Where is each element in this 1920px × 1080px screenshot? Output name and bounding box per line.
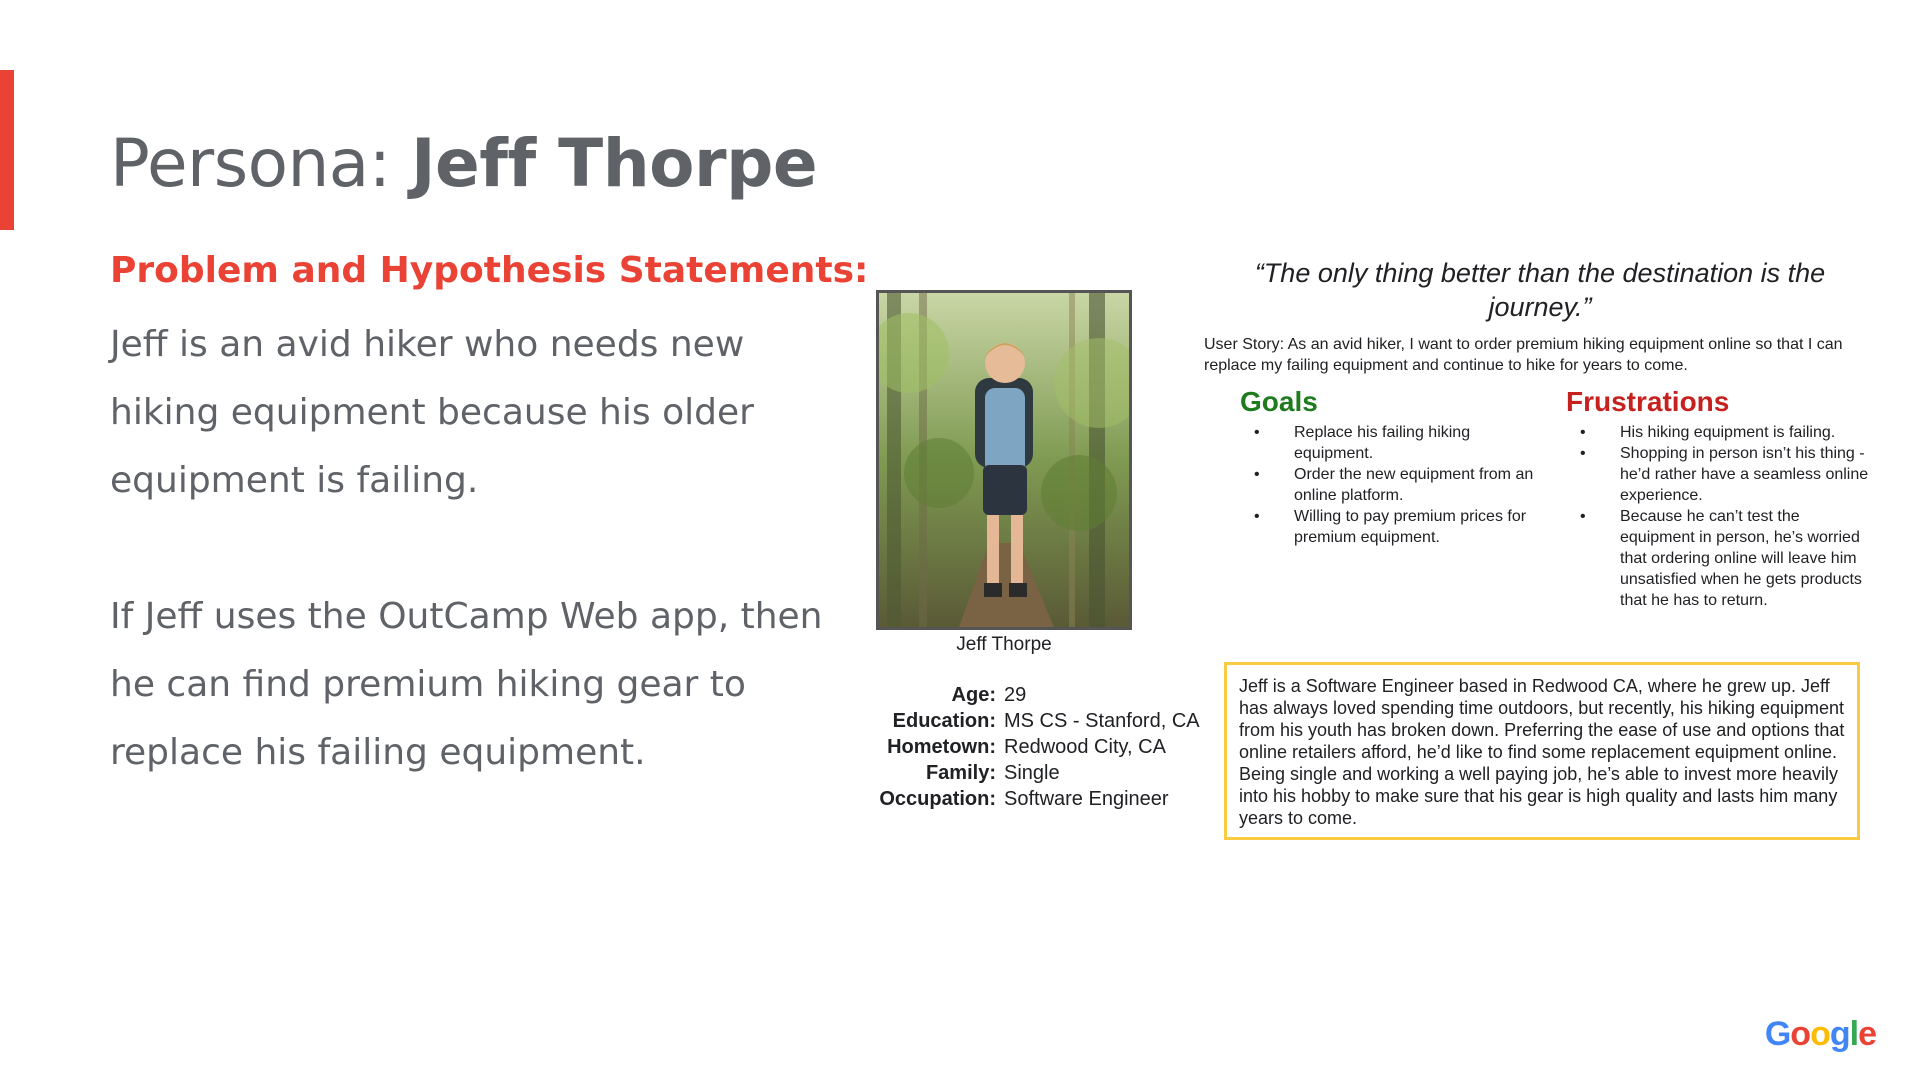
detail-row-occupation [860,788,1200,814]
hypothesis-statement: If Jeff uses the OutCamp Web app, then he can find premium hiking gear to replace his failing equipment. [110,596,823,773]
detail-row-hometown [860,736,1200,762]
detail-label: Occupation: [879,788,996,810]
logo-letter: l [1849,1015,1859,1053]
goal-item: • Willing to pay premium prices for premium equipment. [1240,506,1544,548]
frustration-item: • Shopping in person isn’t his thing - he’d rather have a seamless online experience. [1566,443,1870,506]
frustrations-list [1566,422,1869,611]
goals-section [1240,384,1540,548]
frustrations-heading: Frustrations [1566,386,1730,417]
detail-label: Education: [892,710,996,732]
google-logo [1765,1015,1876,1054]
persona-photo [876,290,1132,630]
logo-letter: o [1790,1015,1811,1053]
persona-quote: “The only thing better than the destination is the journey.” [1254,258,1826,322]
accent-bar [0,70,14,230]
statements-heading: Problem and Hypothesis Statements: [110,250,869,291]
detail-value: 29 [1004,684,1027,706]
frustrations-section [1566,384,1869,611]
detail-label: Age: [951,684,996,706]
detail-value: Software Engineer [1004,788,1169,810]
detail-row-family [860,762,1200,788]
frustration-item: • Because he can’t test the equipment in person, he’s worried that ordering online will leave him unsatisfied when he gets products that he has to return. [1566,506,1870,611]
goals-heading: Goals [1240,386,1318,417]
logo-letter: e [1858,1015,1876,1053]
detail-row-age [860,684,1200,710]
page-title [110,125,817,202]
detail-label: Hometown: [887,736,996,758]
logo-letter: g [1829,1015,1850,1053]
statements-section [110,245,869,787]
photo-caption: Jeff Thorpe [956,634,1052,655]
title-prefix: Persona: [110,125,391,202]
goal-item: • Replace his failing hiking equipment. [1240,422,1544,464]
persona-details [860,684,1200,814]
detail-value: MS CS - Stanford, CA [1004,710,1200,732]
detail-row-education [860,710,1200,736]
user-story: User Story: As an avid hiker, I want to order premium hiking equipment online so that I can replace my failing equipment and continue to hike for years to come. [1204,336,1843,374]
problem-statement: Jeff is an avid hiker who needs new hiking equipment because his older equipment is failing. [110,324,754,501]
logo-letter: o [1810,1015,1830,1053]
goal-item: • Order the new equipment from an online platform. [1240,464,1544,506]
frustration-item: • His hiking equipment is failing. [1566,422,1870,443]
title-name: Jeff Thorpe [410,125,818,202]
detail-value: Single [1004,762,1060,784]
goals-list [1240,422,1540,548]
persona-bio: Jeff is a Software Engineer based in Redwood CA, where he grew up. Jeff has always loved spending time outdoors, but recently, his hiking equipment from his youth has broken down. Preferring the ease of use and options that online retailers afford, he’d like to find some replacement equipment online. Being single and working a well paying job, he’s able to invest more heavily into his hobby to make sure that his gear is high quality and lasts him many years to come. [1224,662,1860,840]
hiker-illustration [879,293,1129,627]
detail-value: Redwood City, CA [1004,736,1166,758]
logo-letter: G [1764,1015,1791,1053]
detail-label: Family: [925,762,996,784]
